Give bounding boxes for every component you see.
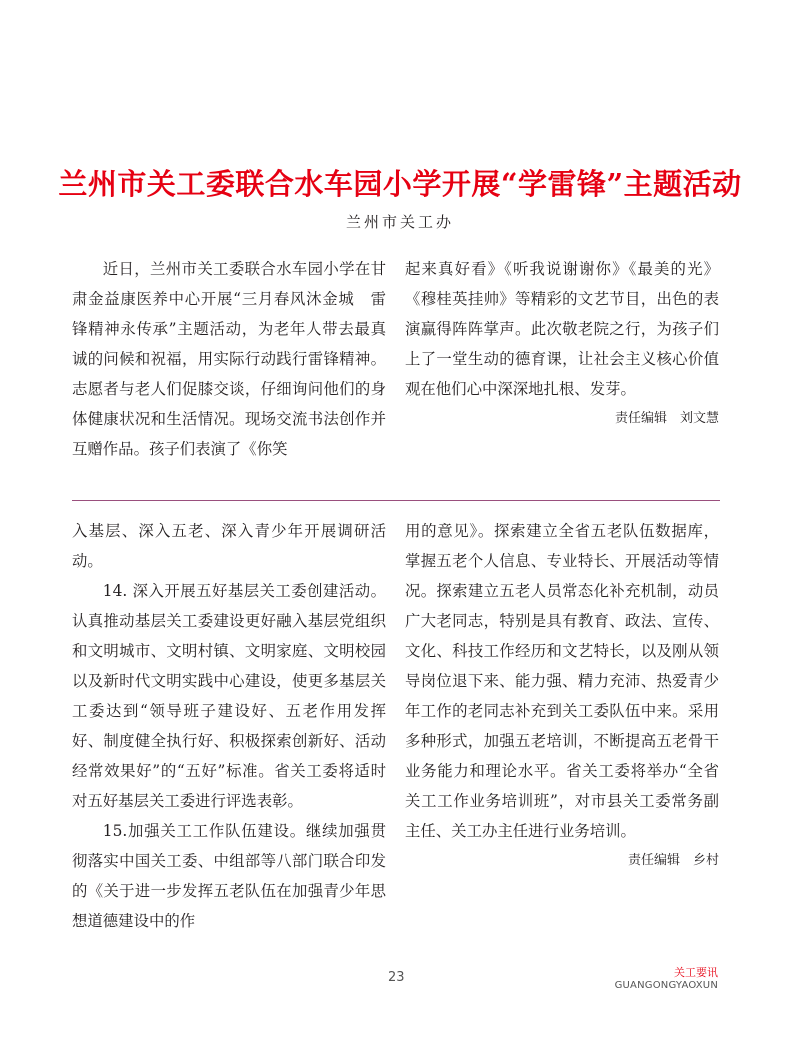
article-column-right xyxy=(405,254,719,434)
continued-column-right xyxy=(405,516,719,876)
article-column-left xyxy=(72,254,386,464)
brand-name-cn: 关工要讯 xyxy=(674,966,718,979)
magazine-brand xyxy=(615,966,718,992)
page-number: 23 xyxy=(388,970,405,985)
brand-name-en: GUANGONGYAOXUN xyxy=(614,980,718,991)
article-paragraph: 近日，兰州市关工委联合水车园小学在甘肃金益康医养中心开展“三月春风沐金城 雷锋精神永传承”主题活动，为老年人带去最真诚的问候和祝福，用实际行动践行雷锋精神。志愿者与老人们促膝交谈，仔细询问他们的身体健康状况和生活情况。现场交流书法创作并互赠作品。孩子们表演了《你笑 xyxy=(72,260,386,458)
continued-paragraph: 入基层、深入五老、深入青少年开展调研活动。 xyxy=(72,522,386,570)
continued-paragraph: 15.加强关工工作队伍建设。继续加强贯彻落实中国关工委、中组部等八部门联合印发的《关于进一步发挥五老队伍在加强青少年思想道德建设中的作 xyxy=(72,822,386,930)
article-title: 兰州市关工委联合水车园小学开展“学雷锋”主题活动 xyxy=(58,167,742,201)
article-author: 兰州市关工办 xyxy=(345,213,454,231)
continued-editor-credit: 责任编辑 乡村 xyxy=(627,853,719,868)
continued-column-left xyxy=(72,516,386,936)
article-paragraph: 起来真好看》《听我说谢谢你》《最美的光》《穆桂英挂帅》等精彩的文艺节目，出色的表演赢得阵阵掌声。此次敬老院之行，为孩子们上了一堂生动的德育课，让社会主义核心价值观在他们心中深深地扎根、发芽。 xyxy=(405,260,719,398)
continued-paragraph: 14. 深入开展五好基层关工委创建活动。认真推动基层关工委建设更好融入基层党组织和文明城市、文明村镇、文明家庭、文明校园以及新时代文明实践中心建设，使更多基层关工委达到“领导班子建设好、五老作用发挥好、制度健全执行好、积极探索创新好、活动经常效果好”的“五好”标准。省关工委将适时对五好基层关工委进行评选表彰。 xyxy=(72,582,386,810)
continued-paragraph: 用的意见》。探索建立全省五老队伍数据库，掌握五老个人信息、专业特长、开展活动等情况。探索建立五老人员常态化补充机制，动员广大老同志，特别是具有教育、政法、宣传、文化、科技工作经历和文艺特长，以及刚从领导岗位退下来、能力强、精力充沛、热爱青少年工作的老同志补充到关工委队伍中来。采用多种形式，加强五老培训，不断提高五老骨干业务能力和理论水平。省关工委将举办“全省关工工作业务培训班”，对市县关工委常务副主任、关工办主任进行业务培训。 xyxy=(405,522,719,840)
article-editor-credit: 责任编辑 刘文慧 xyxy=(614,411,719,426)
section-divider xyxy=(72,500,720,501)
